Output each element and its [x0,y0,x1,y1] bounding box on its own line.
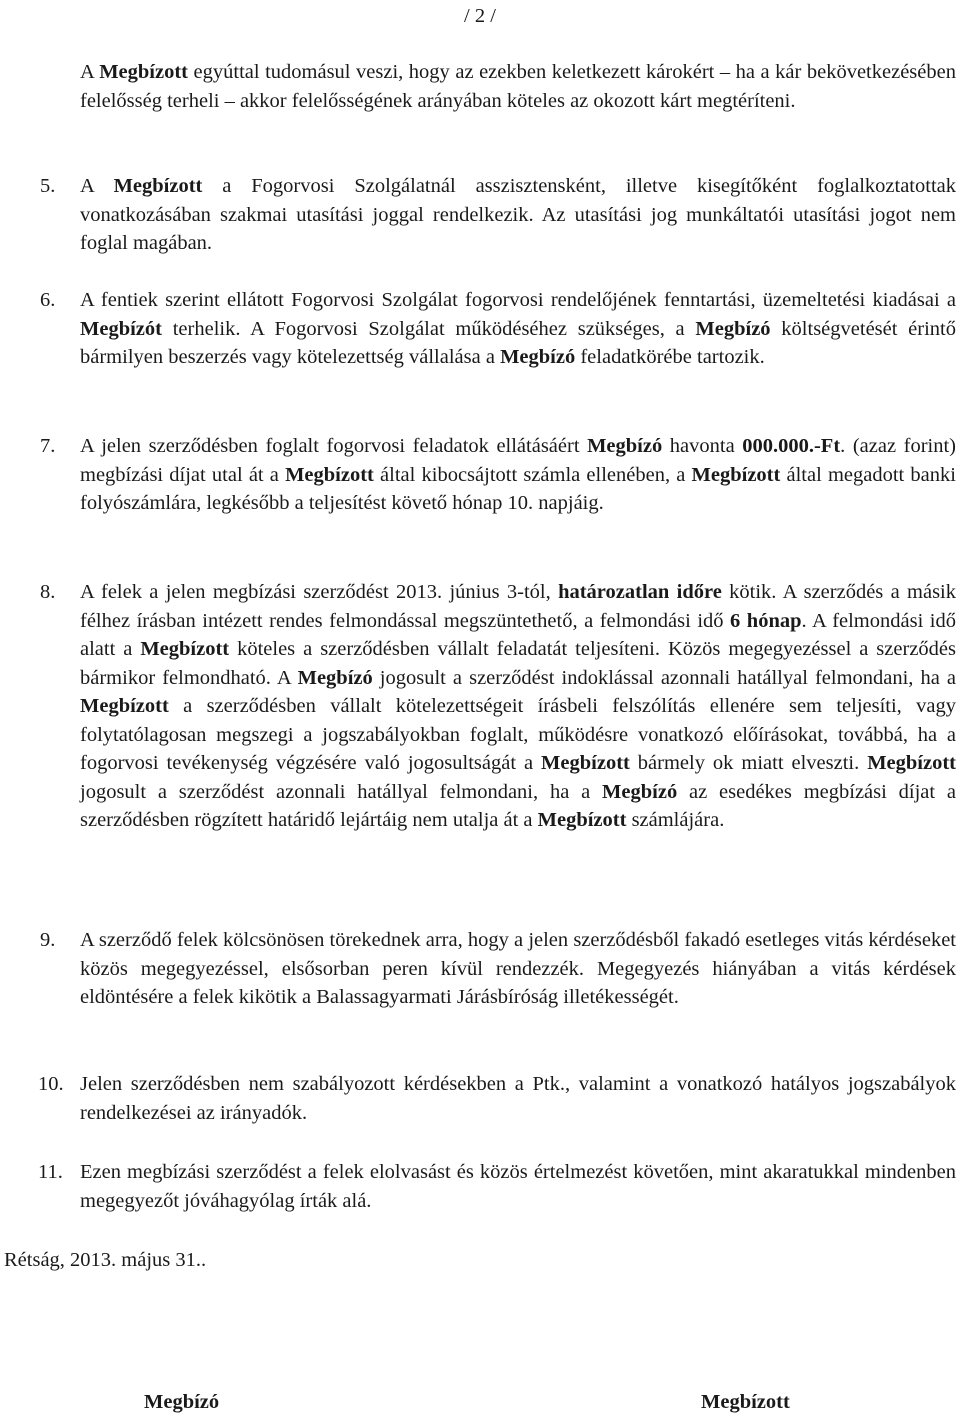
clause-number: 7. [40,435,56,457]
clause-number: 10. [38,1073,64,1095]
party-name: Megbízott [80,695,169,717]
clause-5: 5. A Megbízott a Fogorvosi Szolgálatnál asszisztensként, illetve kisegítőként foglalkoztatottak vonatkozásában szakmai utasítási joggal rendelkezik. Az utasítási jog munkáltatói utasítási jogot nem foglal magában. [80,172,956,258]
clause-number: 8. [40,581,56,603]
party-name: Megbízó [587,435,663,457]
intro-paragraph: A Megbízott egyúttal tudomásul veszi, hogy az ezekben keletkezett károkért – ha a kár bekövetkezésében felelősség terheli – akkor felelősségének arányában köteles az okozott kárt megtéríteni. [80,61,956,112]
fee-amount: 000.000.-Ft [742,435,841,457]
party-name: Megbízott [537,809,627,831]
signature-principal: Megbízó [144,1391,220,1413]
clause-number: 11. [38,1161,63,1183]
party-name: Megbízó [297,666,373,689]
clause-8: 8. A felek a jelen megbízási szerződést 2013. június 3-tól, határozatlan időre kötik. A szerződés a másik félhez írásban intézett rendes felmondással megszüntethető, a felmondási idő 6 hónap. A felmondási idő alatt a Megbízott köteles a szerződésben vállalt feladatát teljesíteni. Közös megegyezéssel a szerződés bármikor felmondható. A Megbízó jogosult a szerződést indoklással azonnali hatállyal felmondani, ha a Megbízott a szerződésben vállalt kötelezettségeit írásbeli felszólítás ellenére sem teljesíti, vagy folytatólagosan megszegi a jogszabályokban foglalt, működésre vonatkozó előírásokat, továbbá, ha a fogorvosi tevékenység végzésére való jogosultságát a Megbízott bármely ok miatt elveszti. Megbízott jogosult a szerződést azonnali hatállyal felmondani, ha a Megbízó az esedékes megbízási díjat a szerződésben rögzített határidő lejártáig nem utalja át a Megbízott számlájára. [80,578,956,835]
clause-11: 11. Ezen megbízási szerződést a felek elolvasást és közös értelmezést követően, mint akaratukkal mindenben megegyezőt jóváhagyólag írták alá. [80,1158,956,1215]
place-date: Rétság, 2013. május 31.. [4,1249,207,1271]
party-name: Megbízó [500,346,576,368]
page-number: / 2 / [464,5,496,27]
party-name: Megbízott [140,638,230,660]
clause-6: 6. A fentiek szerint ellátott Fogorvosi Szolgálat fogorvosi rendelőjének fenntartási, üzemeltetési kiadásai a Megbízót terhelik. A Fogorvosi Szolgálat működéséhez szükséges, a Megbízó költségvetését érintő bármilyen beszerzés vagy kötelezettség vállalása a Megbízó feladatkörébe tartozik. [80,286,956,372]
party-name: Megbízót [80,317,162,340]
party-name: Megbízott [541,752,630,774]
party-name: Megbízott [99,61,188,83]
clause-7: 7. A jelen szerződésben foglalt fogorvosi feladatok ellátásáért Megbízó havonta 000.000.-Ft. (azaz forint) megbízási díjat utal át a Megbízott által kibocsájtott számla ellenében, a Megbízott által megadott banki folyószámlára, legkésőbb a teljesítést követő hónap 10. napjáig. [80,432,956,518]
party-name: Megbízó [695,317,771,340]
party-name: Megbízott [285,463,374,486]
party-name: Megbízott [867,752,956,774]
term-duration: határozatlan időre [558,581,722,603]
party-name: Megbízott [691,463,781,486]
clause-9: 9. A szerződő felek kölcsönösen törekednek arra, hogy a jelen szerződésből fakadó esetleges vitás kérdéseket közös megegyezéssel, elsősorban peren kívül rendezzék. Megegyezés hiányában a vitás kérdések eldöntésére a felek kikötik a Balassagyarmati Járásbíróság illetékességét. [80,926,956,1012]
party-name: Megbízott [113,175,203,197]
signature-agent: Megbízott [701,1391,790,1413]
clause-10: 10. Jelen szerződésben nem szabályozott kérdésekben a Ptk., valamint a vonatkozó hatályos jogszabályok rendelkezései az irányadók. [80,1070,956,1127]
notice-period: 6 hónap [730,609,802,632]
party-name: Megbízó [602,780,678,803]
clause-number: 6. [40,289,56,311]
clause-number: 9. [40,929,56,951]
clause-number: 5. [40,175,56,197]
